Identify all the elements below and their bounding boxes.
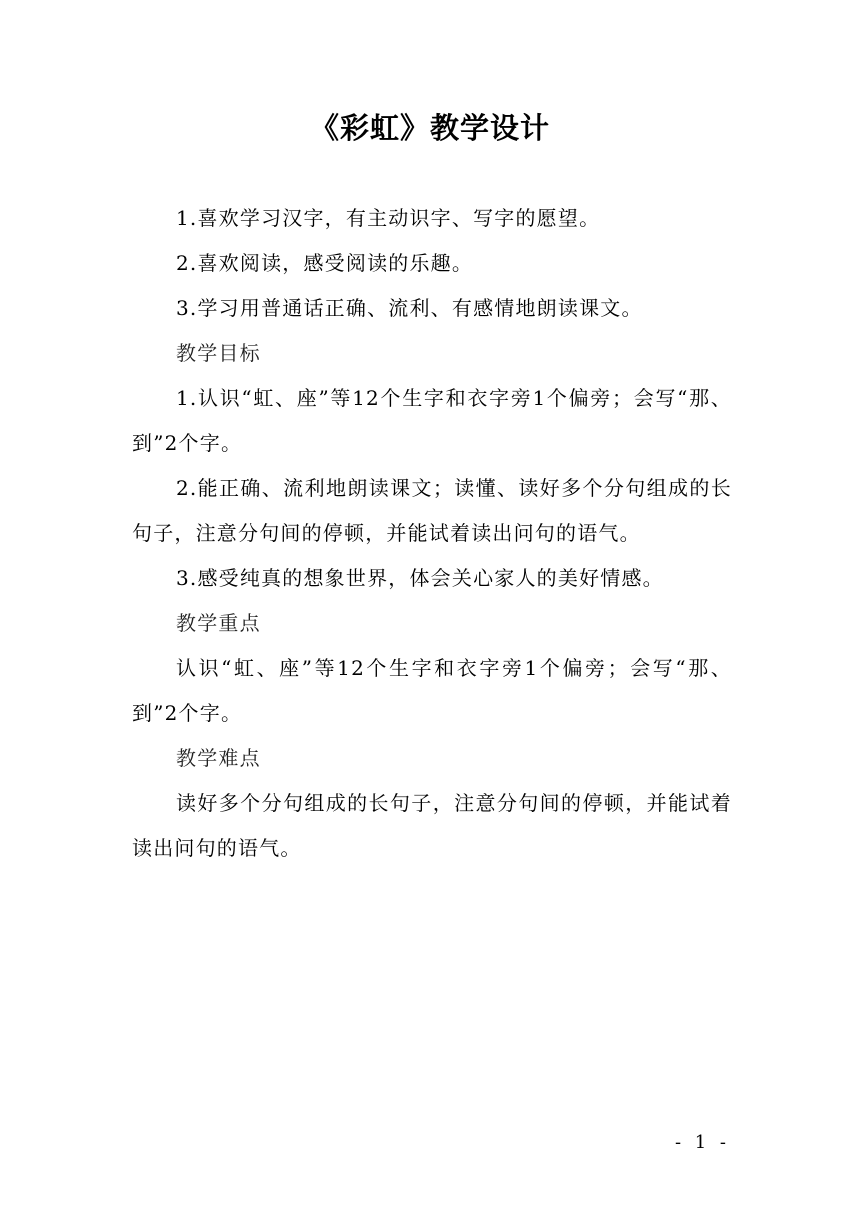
document-title: 《彩虹》教学设计 bbox=[309, 111, 550, 145]
key-points-heading: 教学重点 bbox=[176, 611, 261, 635]
intro-paragraph-3: 3.学习用普通话正确、流利、有感情地朗读课文。 bbox=[176, 296, 643, 320]
difficulty-heading: 教学难点 bbox=[176, 746, 261, 770]
goal-item-2: 2.能正确、流利地朗读课文；读懂、读好多个分句组成的长句子，注意分句间的停顿，并能试着读出问句的语气。 bbox=[132, 476, 732, 545]
intro-paragraph-1: 1.喜欢学习汉字，有主动识字、写字的愿望。 bbox=[176, 206, 601, 230]
goals-heading: 教学目标 bbox=[176, 341, 261, 365]
difficulty-text: 读好多个分句组成的长句子，注意分句间的停顿，并能试着读出问句的语气。 bbox=[132, 791, 732, 860]
document-body bbox=[132, 196, 732, 871]
intro-paragraph-2: 2.喜欢阅读，感受阅读的乐趣。 bbox=[176, 251, 474, 275]
page-number: - 1 - bbox=[674, 1132, 730, 1153]
key-points-text: 认识“虹、座”等12个生字和衣字旁1个偏旁；会写“那、到”2个字。 bbox=[132, 656, 732, 725]
goal-item-3: 3.感受纯真的想象世界，体会关心家人的美好情感。 bbox=[176, 566, 664, 590]
goal-item-1: 1.认识“虹、座”等12个生字和衣字旁1个偏旁；会写“那、到”2个字。 bbox=[132, 386, 732, 455]
